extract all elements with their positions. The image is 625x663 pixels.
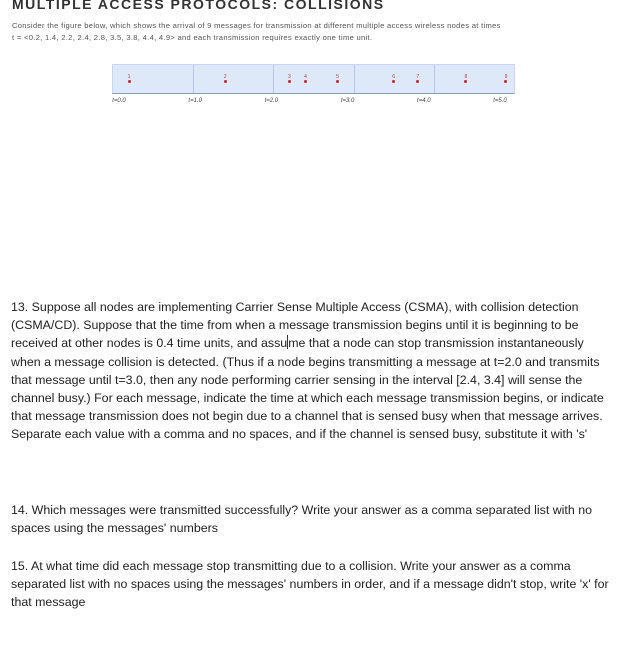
- tick-label: t=4.0: [417, 98, 431, 104]
- message-marker-7: [413, 74, 423, 83]
- message-marker-1: [124, 74, 134, 83]
- question-13-text-a: 13. Suppose all nodes are implementing Carrier Sense Multiple Access (CSMA), with collision detection (CSMA/CD). Suppose that the time from when a message transmission begins until it is beginning to be received at other nodes is 0.4 time units, and assu: [11, 300, 579, 351]
- message-label: 6: [392, 74, 396, 80]
- timeline-divider: [193, 65, 194, 93]
- message-marker-3: [284, 74, 294, 83]
- message-dot: [224, 80, 227, 83]
- message-label: 4: [304, 74, 307, 80]
- question-13: [11, 298, 611, 444]
- tick-label: t=5.0: [493, 98, 507, 104]
- intro-text: [12, 20, 612, 44]
- message-marker-4: [300, 74, 310, 83]
- tick-label: t=2.0: [264, 98, 279, 104]
- message-marker-9: [501, 74, 511, 83]
- message-label: 9: [504, 74, 508, 80]
- timeline-divider: [354, 65, 355, 93]
- message-dot: [416, 80, 419, 83]
- question-13-text-b: me that a node can stop transmission instantaneously when a message collision is detected. (Thus if a node begins transmitting a message at t=2.0 and transmits that message until t=3.0, then any node performing carrier sensing in the interval [2.4, 3.4] will sense the channel busy.) For each message, indicate the time at which each message transmission begins, or indicate that message transmission does not begin due to a channel that is sensed busy when that message arrives. Separate each value with a comma and no spaces, and if the channel is sensed busy, substitute it with 's': [11, 336, 604, 442]
- message-timeline: [112, 64, 515, 94]
- message-dot: [392, 80, 395, 83]
- tick-label: t=0.0: [112, 98, 126, 104]
- message-marker-5: [333, 74, 343, 83]
- timeline-divider: [273, 65, 274, 93]
- message-label: 2: [223, 74, 227, 80]
- timeline-divider: [434, 65, 435, 93]
- intro-line-1: Consider the figure below, which shows the arrival of 9 messages for transmission at different multiple access wireless nodes at times: [12, 21, 501, 30]
- message-dot: [288, 80, 291, 83]
- message-marker-2: [220, 74, 230, 83]
- tick-label: t=1.0: [188, 98, 202, 104]
- question-15: 15. At what time did each message stop transmitting due to a collision. Write your answer as a comma separated list with no spaces using the messages' numbers in order, and if a message didn't stop, write 'x' for that message: [11, 559, 609, 610]
- tick-label: t=3.0: [340, 98, 355, 104]
- message-label: 8: [464, 74, 468, 80]
- message-dot: [464, 80, 467, 83]
- question-14: 14. Which messages were transmitted successfully? Write your answer as a comma separated list with no spaces using the messages' numbers: [11, 503, 592, 536]
- page-title: MULTIPLE ACCESS PROTOCOLS: COLLISIONS: [12, 0, 385, 12]
- message-dot: [504, 80, 507, 83]
- message-marker-8: [461, 74, 471, 83]
- message-label: 3: [288, 74, 291, 80]
- message-marker-6: [389, 74, 399, 83]
- message-label: 5: [336, 74, 339, 80]
- message-dot: [128, 80, 131, 83]
- message-label: 1: [127, 74, 131, 80]
- intro-line-2: t = <0.2, 1.4, 2.2, 2.4, 2.8, 3.5, 3.8, 4.4, 4.9> and each transmission requires exactly one time unit.: [12, 33, 373, 42]
- message-dot: [336, 80, 339, 83]
- message-label: 7: [416, 74, 420, 80]
- message-dot: [304, 80, 307, 83]
